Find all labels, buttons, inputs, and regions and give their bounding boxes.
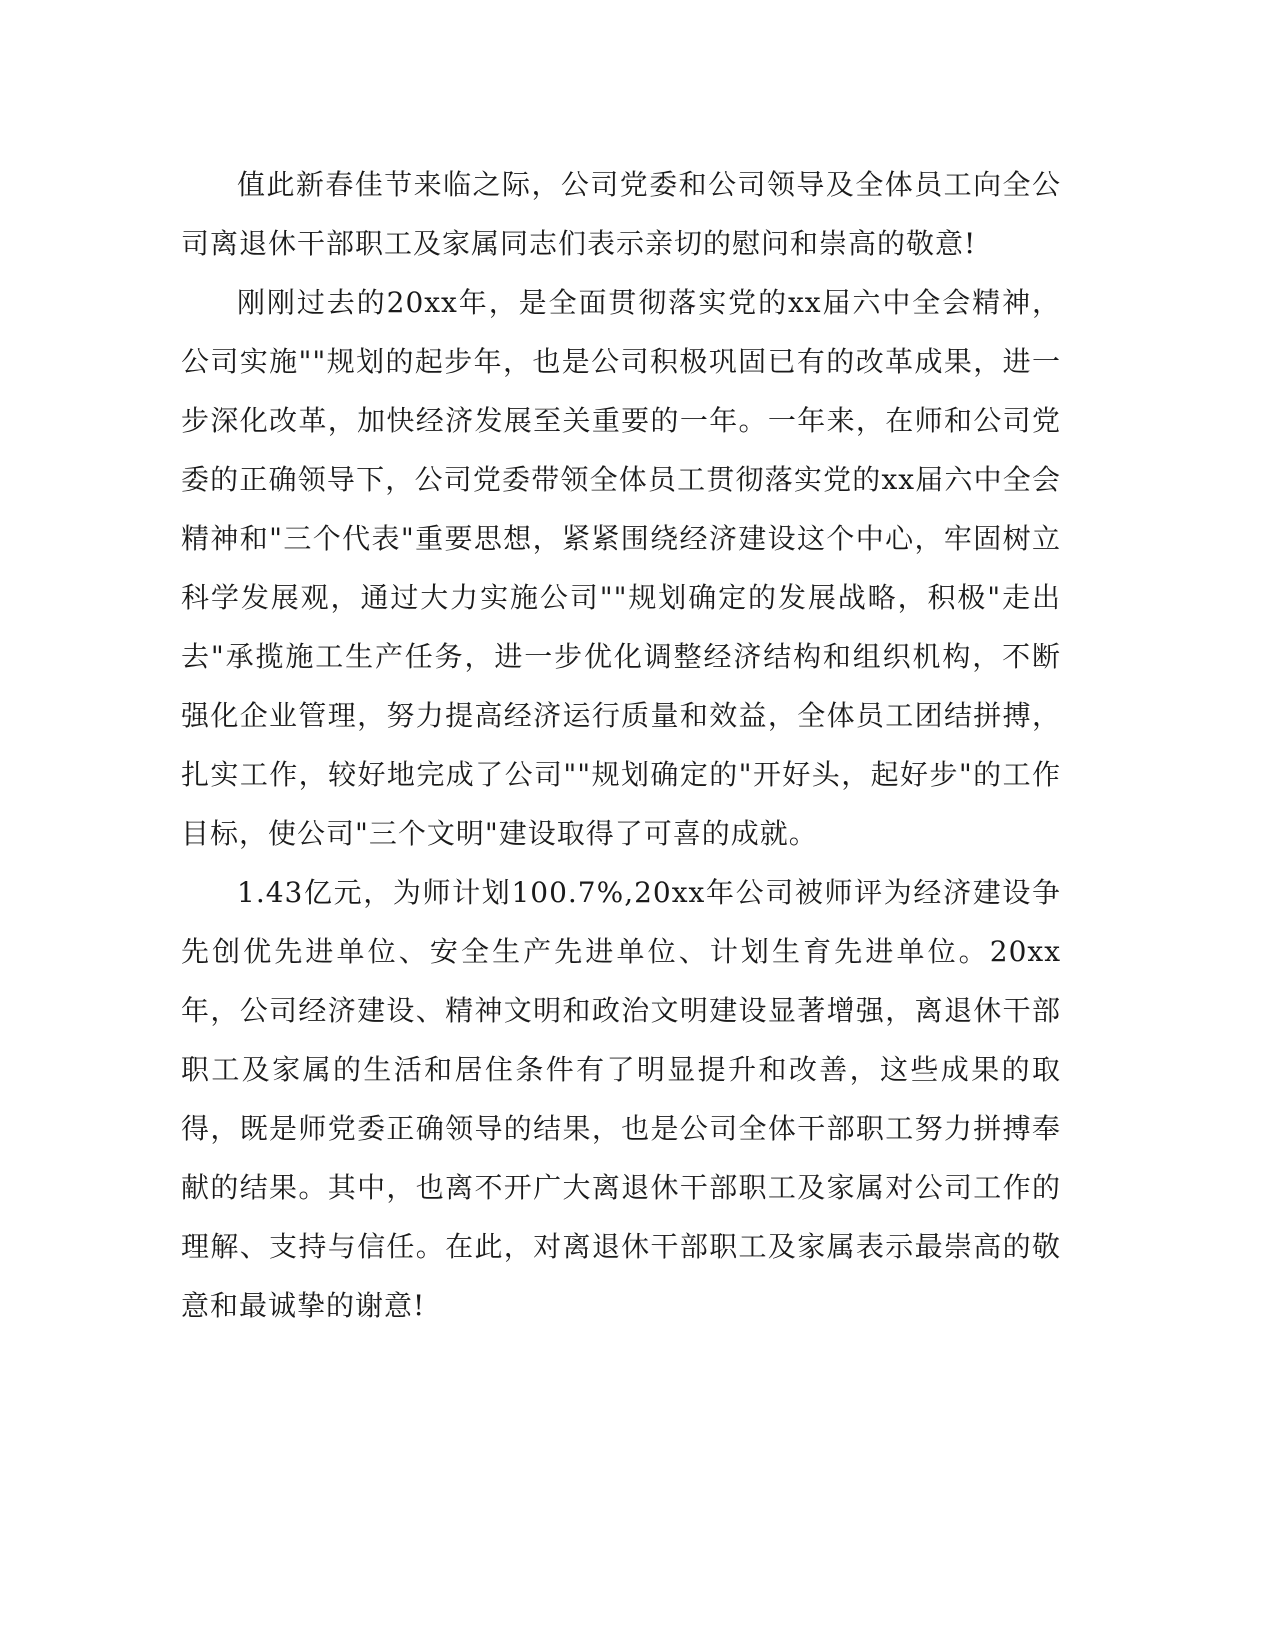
document-body	[181, 155, 1061, 1335]
paragraph-greeting: 值此新春佳节来临之际，公司党委和公司领导及全体员工向全公司离退休干部职工及家属同志们表示亲切的慰问和崇高的敬意!	[181, 168, 1061, 260]
paragraph-achievements: 1.43亿元，为师计划100.7%,20xx年公司被师评为经济建设争先创优先进单位、安全生产先进单位、计划生育先进单位。20xx年，公司经济建设、精神文明和政治文明建设显著增强，离退休干部职工及家属的生活和居住条件有了明显提升和改善，这些成果的取得，既是师党委正确领导的结果，也是公司全体干部职工努力拼搏奉献的结果。其中，也离不开广大离退休干部职工及家属对公司工作的理解、支持与信任。在此，对离退休干部职工及家属表示最崇高的敬意和最诚挚的谢意!	[181, 876, 1061, 1322]
paragraph-review: 刚刚过去的20xx年，是全面贯彻落实党的xx届六中全会精神，公司实施""规划的起步年，也是公司积极巩固已有的改革成果，进一步深化改革，加快经济发展至关重要的一年。一年来，在师和公司党委的正确领导下，公司党委带领全体员工贯彻落实党的xx届六中全会精神和"三个代表"重要思想，紧紧围绕经济建设这个中心，牢固树立科学发展观，通过大力实施公司""规划确定的发展战略，积极"走出去"承揽施工生产任务，进一步优化调整经济结构和组织机构，不断强化企业管理，努力提高经济运行质量和效益，全体员工团结拼搏，扎实工作，较好地完成了公司""规划确定的"开好头，起好步"的工作目标，使公司"三个文明"建设取得了可喜的成就。	[181, 286, 1061, 850]
